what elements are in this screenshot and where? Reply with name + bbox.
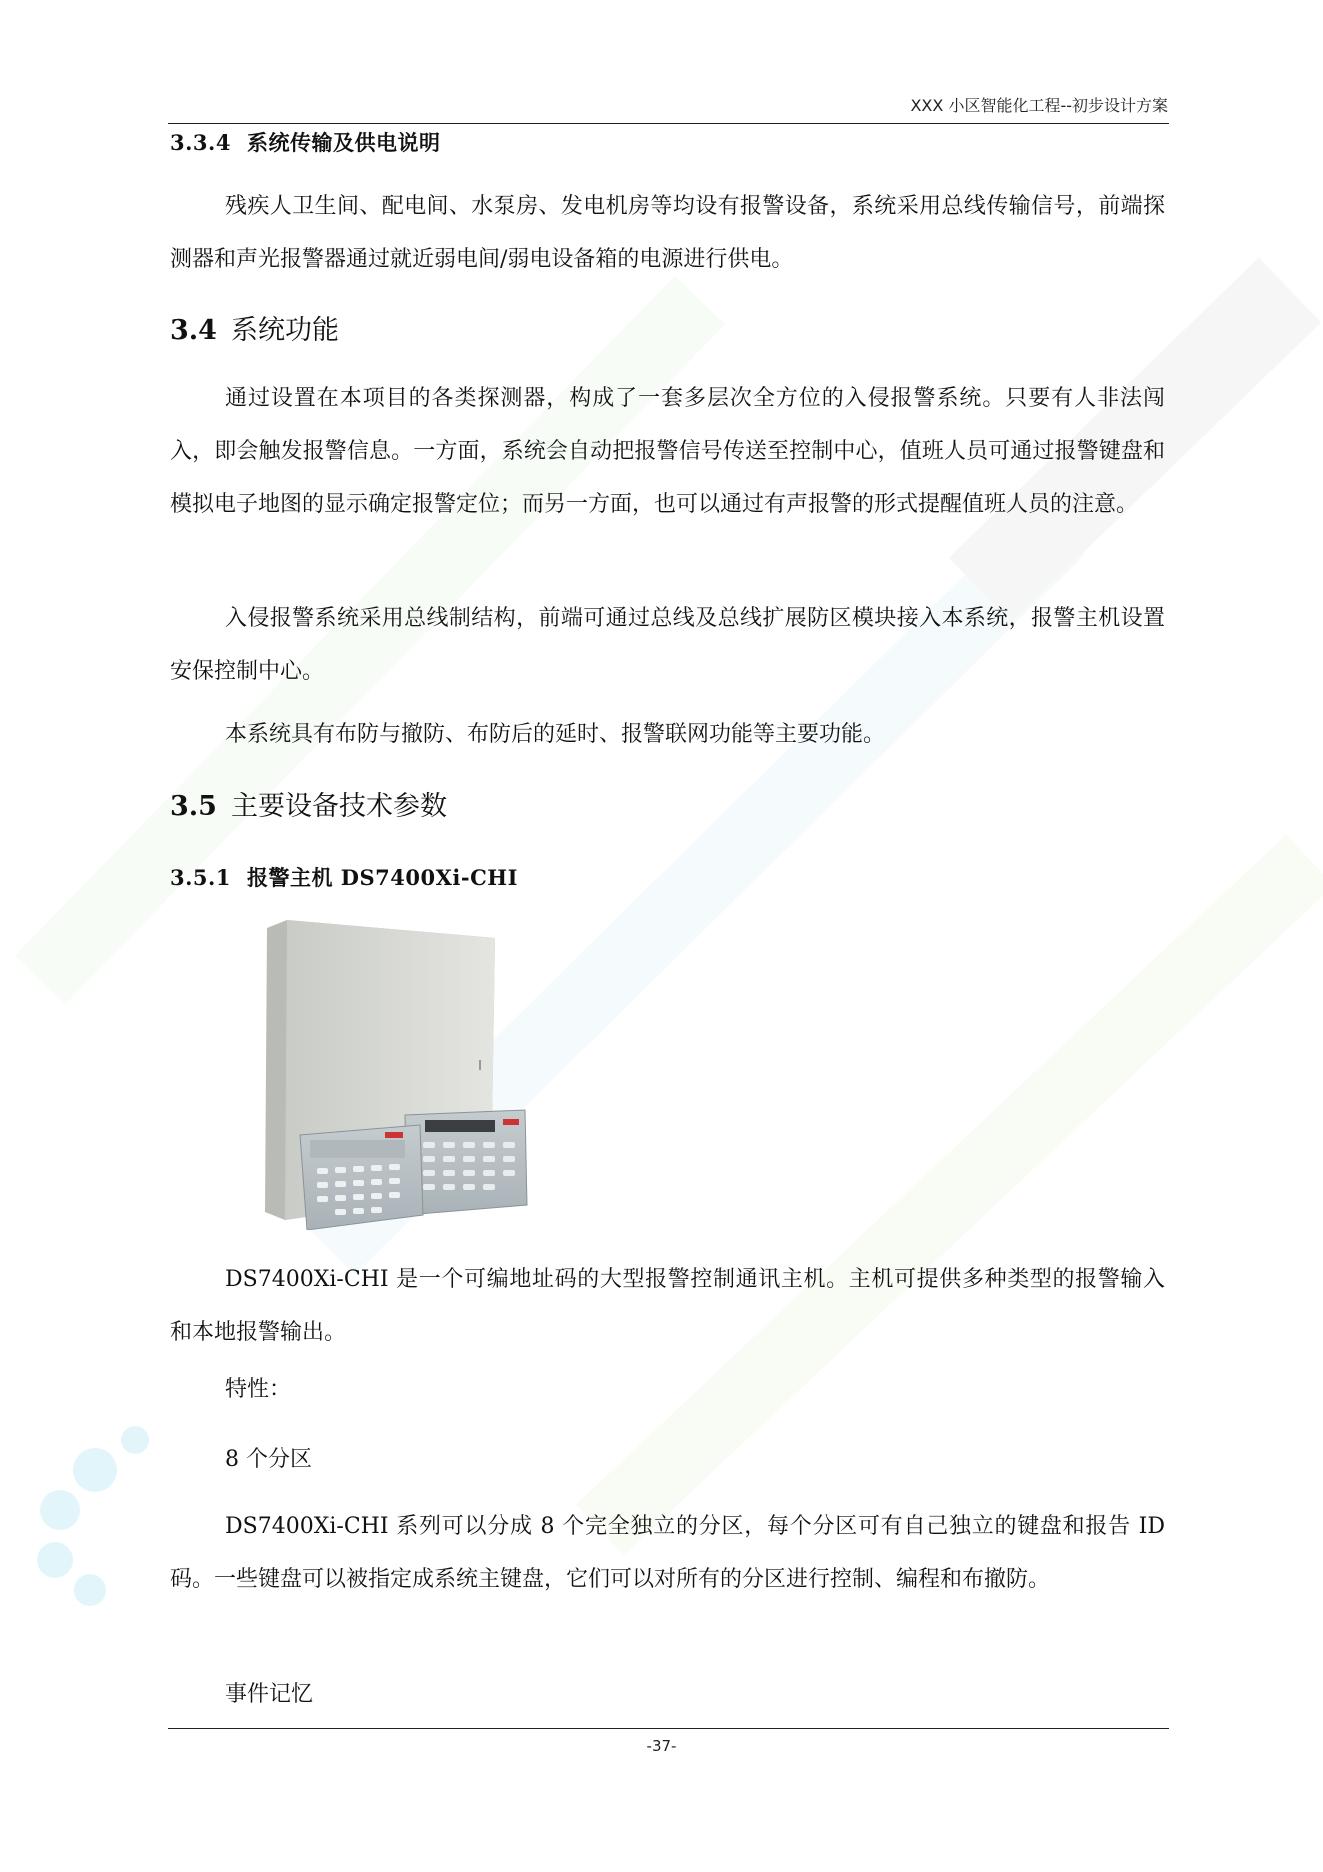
section-heading-3-4 (170, 308, 339, 347)
paragraph: 事件记忆 (225, 1682, 314, 1707)
footer-divider (168, 1728, 1169, 1729)
section-number: 3.5.1 (170, 865, 231, 890)
section-heading-3-3-4 (170, 127, 440, 157)
section-heading-3-5 (170, 784, 447, 823)
header-divider (168, 123, 1169, 124)
section-number: 3.3.4 (170, 130, 231, 155)
paragraph: 通过设置在本项目的各类探测器，构成了一套多层次全方位的入侵报警系统。只要有人非法闯入，即会触发报警信息。一方面，系统会自动把报警信号传送至控制中心，值班人员可通过报警键盘和模拟电子地图的显示确定报警定位；而另一方面，也可以通过有声报警的形式提醒值班人员的注意。 (170, 386, 1165, 517)
section-title: 主要设备技术参数 (230, 791, 447, 822)
section-title: 报警主机 DS7400Xi-CHI (246, 865, 518, 890)
paragraph: DS7400Xi-CHI 是一个可编地址码的大型报警控制通讯主机。主机可提供多种类型的报警输入和本地报警输出。 (170, 1267, 1165, 1345)
section-number: 3.4 (170, 315, 217, 346)
page-number: -37- (646, 1737, 677, 1755)
section-title: 系统功能 (230, 315, 339, 346)
keypad-rear (405, 1110, 527, 1215)
section-heading-3-5-1 (170, 862, 518, 892)
section-number: 3.5 (170, 791, 217, 822)
paragraph: 本系统具有布防与撤防、布防后的延时、报警联网功能等主要功能。 (225, 722, 886, 747)
watermark-flower-icon (37, 1426, 149, 1606)
keypad-front (300, 1125, 423, 1230)
paragraph: 8 个分区 (225, 1447, 312, 1472)
running-header: XXX 小区智能化工程--初步设计方案 (910, 96, 1168, 115)
alarm-panel-photo (255, 920, 555, 1230)
paragraph: 特性： (225, 1377, 292, 1402)
section-title: 系统传输及供电说明 (246, 130, 441, 155)
paragraph: DS7400Xi-CHI 系列可以分成 8 个完全独立的分区，每个分区可有自己独立的键盘和报告 ID 码。一些键盘可以被指定成系统主键盘，它们可以对所有的分区进行控制、编程和布撤防。 (170, 1514, 1165, 1592)
paragraph: 残疾人卫生间、配电间、水泵房、发电机房等均设有报警设备，系统采用总线传输信号，前端探测器和声光报警器通过就近弱电间/弱电设备箱的电源进行供电。 (170, 194, 1165, 272)
paragraph: 入侵报警系统采用总线制结构，前端可通过总线及总线扩展防区模块接入本系统，报警主机设置安保控制中心。 (170, 606, 1165, 684)
